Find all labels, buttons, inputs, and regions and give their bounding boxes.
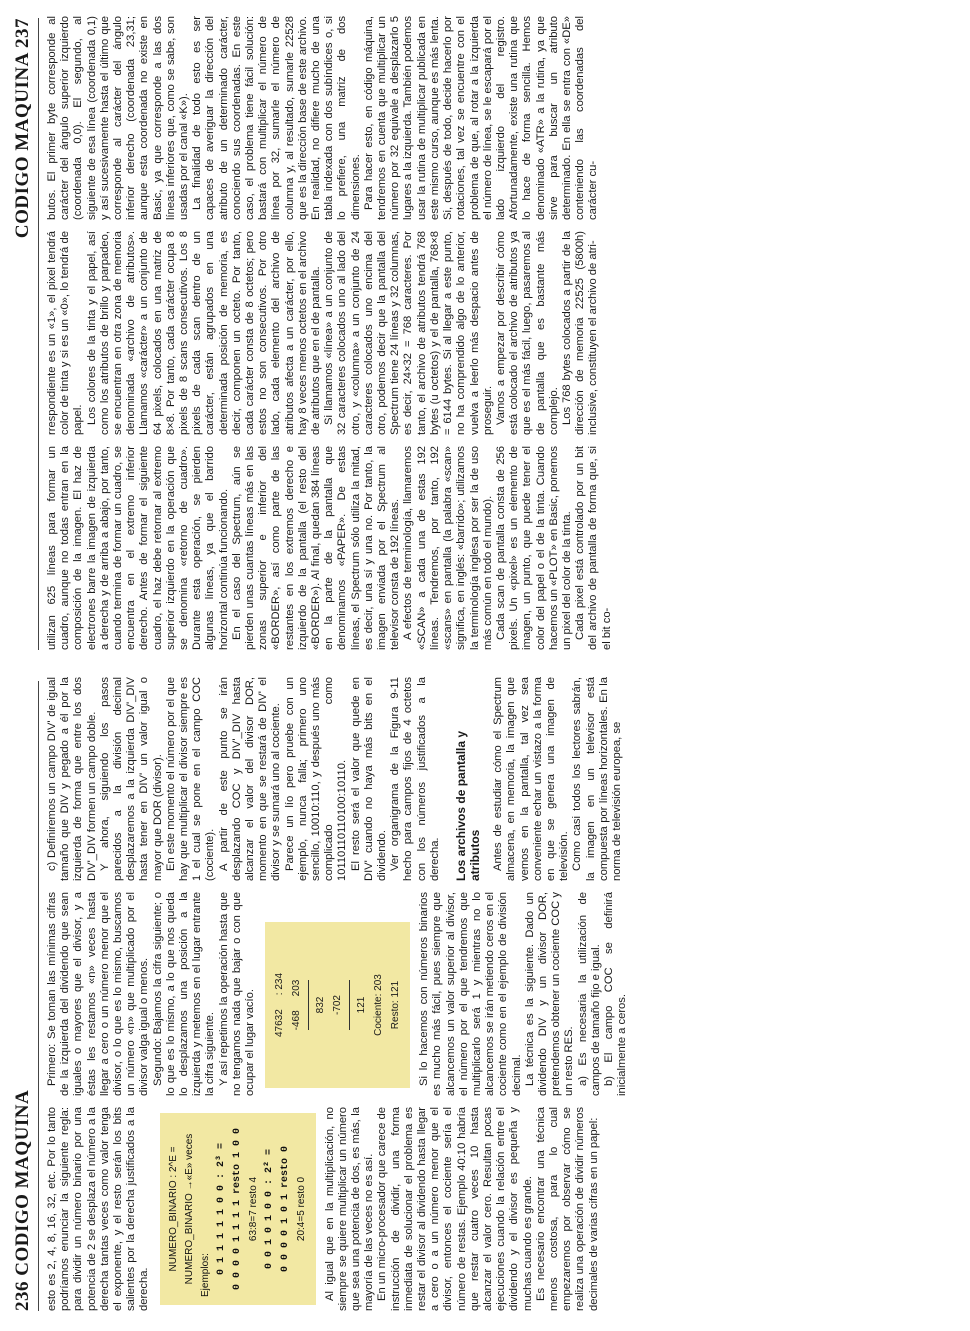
quotient-label: Cociente: 203 <box>373 974 385 1036</box>
page-header <box>12 18 34 238</box>
division-row <box>271 930 288 1080</box>
example-line: 0 0 1 0 1 0 0 : 2² = <box>263 1148 275 1270</box>
column-3 <box>46 677 624 881</box>
paragraph: Los colores de la tinta y el papel, así como los atributos de brillo y parpadeo, se encuentran en otra zona de memoria denominada «archivo de atributos». Llamamos «carácter» a un conjunto de 64 pixels, colocados en una matriz de 8×8. Por tanto, cada carácter ocupa 8 pixels de 8 scans consecutivos. Los 8 pixels de cada scan dentro de un carácter, están agrupados en una determinada posición de memoria, es decir, componen un octeto. Por tanto, cada carácter consta de 8 octetos; pero estos no son consecutivos. Por otro lado, cada elemento del archivo de atributos afecta a un carácter, por ello, hay 8 veces menos octetos en el archivo de atributos que en el de pantalla. <box>85 231 323 435</box>
page-number: 237 <box>12 18 33 48</box>
paragraph: Segundo: Bajamos la cifra siguiente; o lo que es lo mismo, a lo que nos queda lo desplazamos una posición a la izquierda y metemos en el lugar entrante la cifra siguiente. <box>151 892 217 1096</box>
example-line: 63:8=7 resto 4 <box>247 1176 259 1242</box>
division-step: 121 <box>356 996 368 1014</box>
paragraph: Si lo hacemos con números binarios es mucho más fácil, pues siempre que alcancemos un valor superior al divisor, el número por el que tendremos que multiplicarlo será 1 y mientras no lo alcancemos se irán metiendo ceros en el cociente como en el ejemplo de división decimal. <box>418 892 523 1096</box>
paragraph: Para hacer esto, en código máquina, tendremos en cuenta que multiplicar un número por 32 equivale a desplazarlo 5 lugares a la izquierda. También podemos usar la rutina de multiplicar publicada en este mismo curso, aunque es más lenta. Si, después de todo, decide hacerlo por rotaciones, tal vez se encuentre con el problema de que, al rotar a la izquierda el número de línea, se le escapará por el lado izquierdo del registro. Afortunadamente, existe una rutina que lo hace de forma sencilla. Hemos denominado «ATR» a la rutina, ya que sirve para buscar un atributo determinado. En ella se entra con «DE» conteniendo las coordenadas del carácter cu- <box>362 16 600 220</box>
division-step: -702 <box>332 995 344 1016</box>
paragraph: Antes de estudiar cómo el Spectrum almacena, en memoria, la imagen que vemos en la pantalla, tal vez sea conveniente echar un vistazo a la forma en que se genera una imagen de televisión. <box>492 677 571 881</box>
dividend: 47632 <box>274 1009 286 1038</box>
decimal-division-box <box>265 922 410 1088</box>
paragraph: Vamos a empezar por describir cómo está colocado el archivo de atributos ya que es el más fácil, luego, pasaremos al de pantalla que es bastante más complejo. <box>494 231 560 435</box>
paragraph: En el caso del Spectrum, aún se pierden unas cuantas líneas más en las zonas superior e inferior del «BORDER», así como parte de las restantes en los extremos derecho e izquierdo de la pantalla (el resto del «BORDER»). Al final, quedan 384 líneas en la parte de la pantalla que denominamos «PAPER». De estas líneas, el Spectrum sólo utiliza la mitad, es decir, una sí y una no. Por tanto, la imagen enviada por el Spectrum al televisor consta de 192 líneas. <box>230 446 402 650</box>
formula-line: NUMERO_BINARIO : 2^E = <box>167 1146 179 1272</box>
column-1 <box>46 1107 601 1311</box>
paragraph: a) Es necesaria la utilización de campos de tamaño fijo e igual. <box>576 892 602 1096</box>
page-number: 236 <box>12 1281 33 1311</box>
paragraph: La finalidad de todo esto es ser capaces de averiguar la dirección del atributo de un determinado carácter, conociendo sus coordenadas. En este caso, el problema tiene fácil solución: bastará con multiplicar el número de línea por 32, sumarle el número de columna y, al resultado, sumarle 22528 que es la dirección base de este archivo. En realidad, no difiere mucho de una tabla indexada con dos subíndices o, si lo prefiere, una matriz de dos dimensiones. <box>191 16 362 220</box>
paragraph: En este momento el número por el que hay que multiplicar el divisor siempre es 1 el cual se pone en el campo COC (cociente). <box>164 677 217 881</box>
paragraph: butos. El primer byte corresponde al carácter del ángulo superior izquierdo (coordenada 0,0). El segundo, al siguiente de esa línea (coordenada 0,1) y así sucesivamente hasta el último que corresponde al carácter del ángulo inferior derecho (coordenada 23,31; aunque esta coordenada no existe en Basic, ya que corresponde a las dos líneas inferiores que, como se sabe, son usadas por el canal «K»). <box>46 16 191 220</box>
paragraph: Es necesario encontrar una técnica menos costosa, para lo cual empezaremos por observar cómo se realiza una operación de dividir números decimales de varias cifras en un papel: <box>534 1107 600 1311</box>
column-2 <box>46 892 630 1096</box>
division-step: 832 <box>315 996 327 1014</box>
paragraph: A efectos de terminología, llamaremos «SCAN» a cada una de estas 192 líneas. Tendremos, por tanto, 192 «scans» en pantalla (la palabra «scan» significa, en inglés: «barrido»; utilizamos la terminología inglesa por ser la de uso más común en todo el mundo). <box>402 446 494 650</box>
divisor: : 234 <box>274 972 286 996</box>
division-rule <box>349 980 350 1030</box>
paragraph: esto es 2, 4, 8, 16, 32, etc. Por lo tanto podríamos enunciar la siguiente regla: para dividir un número binario por una potencia de 2 se desplaza el número a la derecha tantas veces como valor tenga el exponente, y el resto serán los bits salientes por la derecha justificados a la derecha. <box>46 1107 151 1311</box>
paragraph: Parece un lío pero pruebe con un ejemplo, nunca falla; primero uno sencillo, 10010:110, y después uno más complicado como 10110110110100:10110. <box>283 677 349 881</box>
paragraph: rrespondiente es un «1», el pixel tendrá color de tinta y si es un «0», lo tendrá de papel. <box>46 231 85 435</box>
paragraph: Y así repetimos la operación hasta que no tengamos nada que bajar o con que ocupar el lugar vacío. <box>217 892 257 1096</box>
example-line: 0 0 0 0 1 0 1 resto 0 <box>279 1145 291 1273</box>
column-3 <box>46 16 601 220</box>
division-rule <box>308 980 309 1030</box>
subtrahend: -468 <box>291 1010 303 1031</box>
examples-label: Ejemplos: <box>199 1253 211 1297</box>
column-1 <box>46 446 614 650</box>
paragraph: Cada scan de pantalla consta de 256 pixels. Un «pixel» es un elemento de imagen, un punto, que puede tener el color del papel o el de la tinta. Cuando hacemos un «PLOT» en Basic, ponemos un pixel del color de la tinta. <box>494 446 573 650</box>
remainder-label: Resto: 121 <box>390 980 402 1030</box>
paragraph: b) El campo COC se definirá inicialmente a ceros. <box>603 892 629 1096</box>
header-rule <box>38 18 39 650</box>
paragraph: Cada pixel está controlado por un bit del archivo de pantalla de forma que, si el bit co- <box>574 446 613 650</box>
quotient-digits: 203 <box>291 979 303 997</box>
paragraph: El resto será el valor que quede en DIV' cuando no haya más bits en el dividendo. <box>349 677 389 881</box>
page-header <box>12 1090 34 1311</box>
example-line: 0 1 1 1 1 1 0 0 : 2³ = <box>215 1142 227 1276</box>
example-line: 0 0 0 0 1 1 1 1 resto 1 0 0 <box>231 1127 243 1291</box>
formula-line: NUMERO_BINARIO →«E» veces <box>183 1133 195 1285</box>
paragraph: utilizan 625 líneas para formar un cuadro, aunque no todas entran en la composición de la imagen. El haz de electrones barre la imagen de izquierda a derecha y de arriba a abajo, por tanto, cuando termina de formar un cuadro, se encuentra en el extremo inferior derecho. Antes de formar el siguiente cuadro, el haz debe retornar al extremo superior izquierdo en la operación que se denomina «retorno de cuadro». Durante esta operación, se pierden algunas líneas, ya que el barrido horizontal continúa funcionando. <box>46 446 230 650</box>
column-2 <box>46 231 601 435</box>
paragraph: Los 768 bytes colocados a partir de la dirección de memoria 22525 (5800h) inclusive, constituyen el archivo de atri- <box>560 231 600 435</box>
paragraph: Ver organigrama de la Figura 9-11 hecho para campos fijos de 4 octetos con los números justificados a la derecha. <box>389 677 441 881</box>
paragraph: Al igual que en la multiplicación, no siempre se quiere multiplicar un número que sea una potencia de dos, es más, la mayoría de las veces no es así. <box>323 1107 376 1311</box>
running-title: CODIGO MAQUINA <box>12 53 33 239</box>
page-236 <box>0 671 970 1331</box>
division-row <box>288 930 305 1080</box>
paragraph: Primero: Se toman las mínimas cifras de la izquierda del dividendo que sean iguales o mayores que el divisor, y a éstas les restamos «n» veces hasta llegar a cero o un número menor que el divisor, o lo que es lo mismo, buscamos un número «n» que multiplicado por el divisor valga igual o menos. <box>46 892 151 1096</box>
example-line: 20:4=5 resto 0 <box>295 1176 307 1242</box>
paragraph: Y ahora, siguiendo los pasos parecidos a la división decimal desplazaremos a la izquierda DIV'_DIV hasta tener en DIV' un valor igual o mayor que DOR (divisor). <box>98 677 164 881</box>
running-title: CODIGO MAQUINA <box>12 1089 33 1276</box>
section-heading: Los archivos de pantalla y atributos <box>454 730 483 881</box>
page-237 <box>0 0 970 660</box>
paragraph: A partir de este punto se irán desplazando COC y DIV'_DIV hasta alcanzar el valor del divisor DOR, momento en que se restará de DIV' el divisor y se sumará uno al cociente. <box>217 677 283 881</box>
paragraph: Si llamamos «línea» a un conjunto de 32 caracteres colocados uno al lado del otro, y «columna» a un conjunto de 24 caracteres colocados uno encima del otro, podemos decir que la pantalla del Spectrum tiene 24 líneas y 32 columnas, es decir, 24×32 = 768 caracteres. Por tanto, el archivo de atributos tendrá 768 bytes (u octetos) y el de pantalla, 768×8 = 6144 bytes. Si al llegar a este punto, no ha comprendido algo de lo anterior, vuelva a leerlo más despacio antes de proseguir. <box>323 231 494 435</box>
paragraph: c) Definiremos un campo DIV' de igual tamaño que DIV y pegado a él por la izquierda de forma que entre los dos DIV'_DIV formen un campo doble. <box>46 677 98 881</box>
paragraph: Como casi todos los lectores sabrán, la imagen en un televisor está compuesta por líneas horizontales. En la norma de televisión europea, se <box>571 677 623 881</box>
paragraph: La técnica es la siguiente. Dado un dividendo DIV y un divisor DOR, pretendemos obtener un cociente COC y un resto RES. <box>523 892 576 1096</box>
header-rule <box>38 681 39 1311</box>
paragraph: En un micro-procesador que carece de instrucción de dividir, una forma inmediata de solucionar el problema es restar el divisor al dividendo hasta llegar a cero o a un número menor que el divisor, entonces el cociente sería el número de restas. Ejemplo 40:10 habría que restar cuatro veces 10 hasta alcanzar el valor cero. Resultan pocas ejecuciones cuando la relación entre el dividendo y el divisor es pequeña y muchas cuando es grande. <box>376 1107 534 1311</box>
binary-division-example-box <box>160 1113 316 1305</box>
